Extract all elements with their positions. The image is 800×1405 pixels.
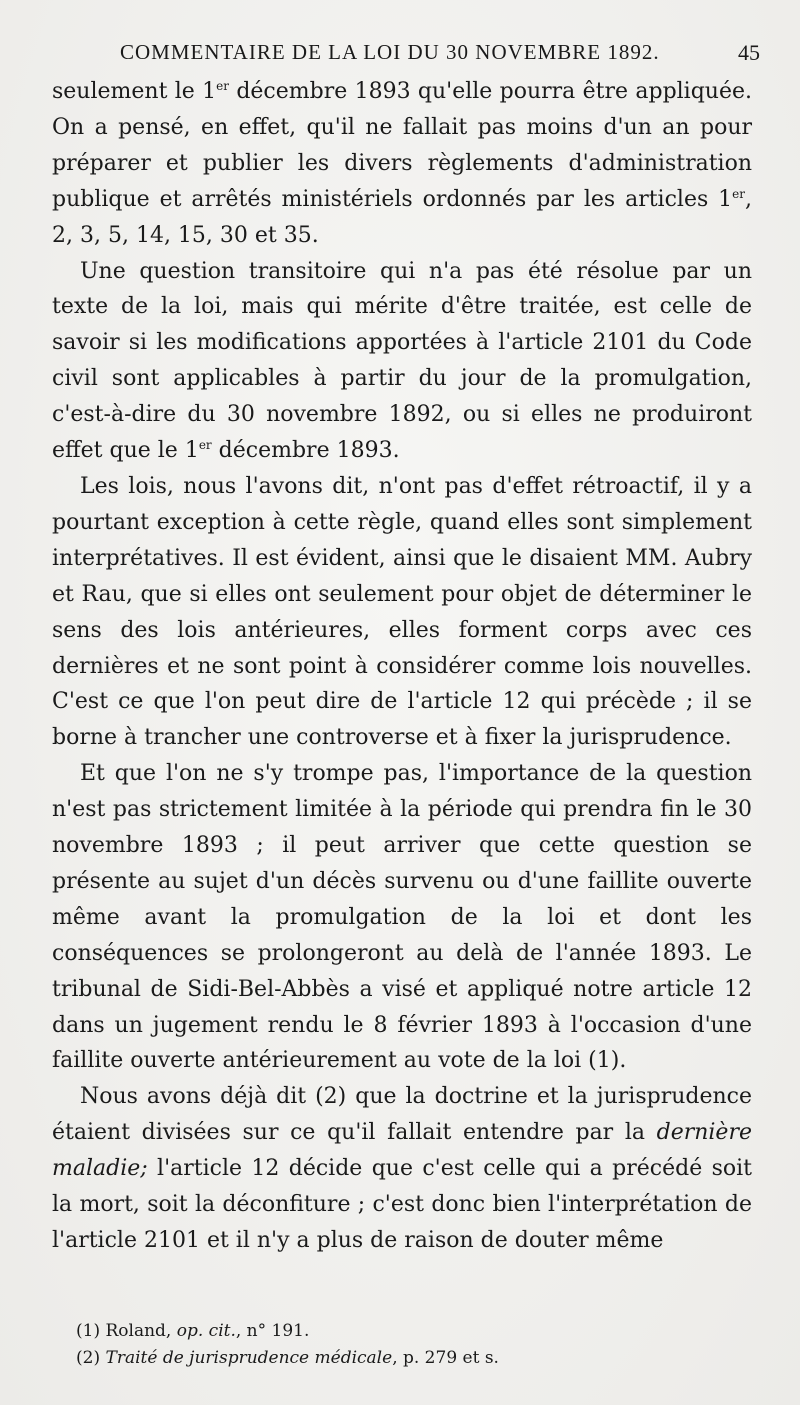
paragraph-2 [52, 254, 752, 469]
paragraph-1-text-a: seulement le 1 [52, 79, 217, 104]
paragraph-1-sup-b: er [732, 186, 745, 201]
paragraph-1-sup-a: er [216, 79, 229, 93]
paragraph-5-italic: dernière maladie; [52, 1120, 752, 1182]
paragraph-3: Les lois, nous l'avons dit, n'ont pas d'effet rétroactif, il y a pourtant exception à cette règle, quand elles sont simplement interprétatives. Il est évident, ainsi que le disaient MM. Aubry et Rau, que si elles ont seulement pour objet de déterminer le sens des lois antérieures, elles forment corps avec ces dernières et ne sont point à considérer comme lois nouvelles. C'est ce que l'on peut dire de l'article 12 qui précède ; il se borne à trancher une controverse et à fixer la jurisprudence. [52, 473, 752, 751]
footnotes [76, 1318, 756, 1372]
paragraph-2-text-b: décembre 1893. [211, 438, 400, 464]
page-number: 45 [738, 40, 760, 65]
footnote-2-italic: Traité de jurisprudence médicale [105, 1348, 393, 1368]
paragraph-1-text-c: , 2, 3, 5, 14, 15, 30 et 35. [52, 186, 752, 248]
running-head-title: COMMENTAIRE DE LA LOI DU 30 NOVEMBRE 1892. [120, 40, 660, 64]
paragraph-2-sup: er [198, 438, 212, 453]
paragraph-5-text-b: l'article 12 décide que c'est celle qui a précédé soit la mort, soit la déconfiture ; c'est donc bien l'interprétation de l'article 2101 et il n'y a plus de raison de douter même [52, 1156, 752, 1253]
footnote-2-text-b: , p. 279 et s. [392, 1348, 499, 1368]
footnote-2-mark: (2) [76, 1348, 101, 1368]
running-head [120, 40, 760, 70]
paragraph-2-text-a: Une question transitoire qui n'a pas été résolue par un texte de la loi, mais qui mérite d'être traitée, est celle de savoir si les modifications apportées à l'article 2101 du Code civil sont applicables à partir du jour de la promulgation, c'est-à-dire du 30 novembre 1892, ou si elles ne produiront effet que le 1 [52, 258, 752, 464]
footnote-1-text-a: Roland, [100, 1321, 177, 1341]
footnote-1-mark: (1) [76, 1321, 101, 1341]
paragraph-5 [52, 1079, 752, 1259]
paragraph-4: Et que l'on ne s'y trompe pas, l'importance de la question n'est pas strictement limitée à la période qui prendra fin le 30 novembre 1893 ; il peut arriver que cette question se présente au sujet d'un décès survenu ou d'une faillite ouverte même avant la promulgation de la loi et dont les conséquences se prolongeront au delà de l'année 1893. Le tribunal de Sidi-Bel-Abbès a visé et appliqué notre article 12 dans un jugement rendu le 8 février 1893 à l'occasion d'une faillite ouverte antérieurement au vote de la loi (1). [52, 761, 752, 1074]
paragraph-5-text-a: Nous avons déjà dit (2) que la doctrine et la jurisprudence étaient divisées sur ce qu'il fallait entendre par la [52, 1084, 752, 1146]
footnote-1 [76, 1318, 756, 1345]
footnote-1-italic: op. cit. [176, 1321, 236, 1341]
body-text [52, 74, 752, 1259]
paragraph-1-text-b: décembre 1893 qu'elle pourra être appliquée. On a pensé, en effet, qu'il ne fallait pas moins d'un an pour préparer et publier les divers règlements d'administration publique et arrêtés ministériels ordonnés par les articles 1 [52, 79, 753, 212]
footnote-2 [76, 1345, 756, 1372]
paragraph-1 [52, 74, 752, 254]
footnote-1-text-b: , n° 191. [235, 1321, 310, 1341]
